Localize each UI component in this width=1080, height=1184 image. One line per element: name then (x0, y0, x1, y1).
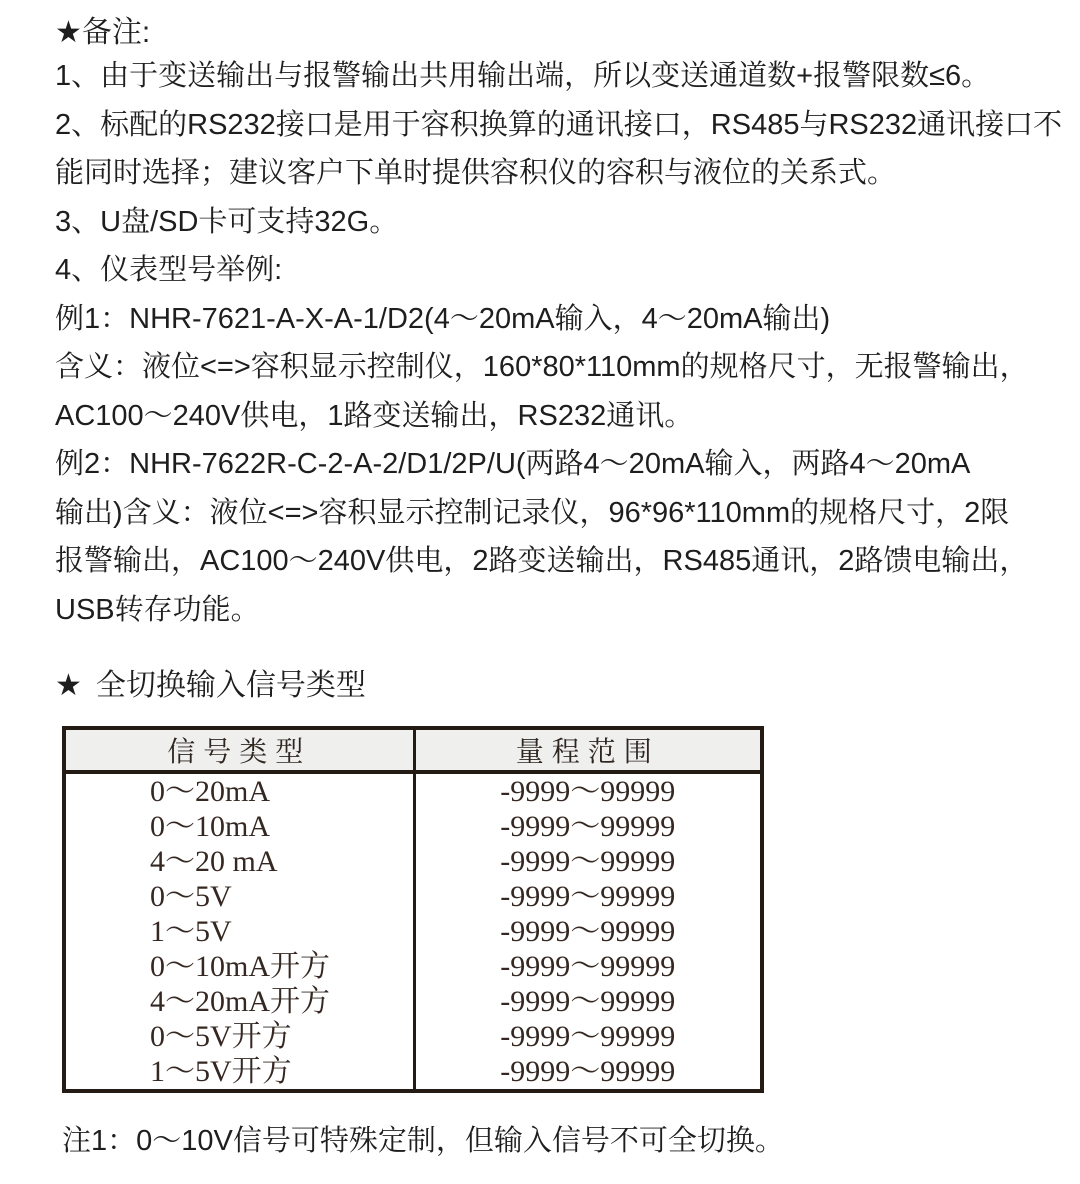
table-row (64, 844, 762, 879)
note-line: 4、仪表型号举例: (55, 254, 283, 286)
note-line: 1、由于变送输出与报警输出共用输出端，所以变送通道数+报警限数≤6。 (55, 60, 991, 92)
signal-type-cell: 1～5V (64, 914, 414, 949)
note-line: 含义：液位<=>容积显示控制仪，160*80*110mm的规格尺寸，无报警输出， (55, 351, 1029, 383)
note-line: 报警输出，AC100～240V供电，2路变送输出，RS485通讯，2路馈电输出， (55, 545, 1029, 577)
note-line: 例1：NHR-7621-A-X-A-1/D2(4～20mA输入，4～20mA输出) (55, 302, 831, 335)
range-cell: -9999～99999 (500, 810, 676, 843)
table-row (64, 809, 762, 844)
notes-heading (55, 14, 1050, 52)
signal-type-table (62, 726, 764, 1093)
note-line: 输出)含义：液位<=>容积显示控制记录仪，96*96*110mm的规格尺寸，2限 (55, 496, 1010, 529)
signal-type-cell: 0～10mA开方 (64, 949, 414, 984)
range-cell: -9999～99999 (500, 950, 676, 983)
signal-section-heading (55, 666, 1050, 706)
table-row (64, 949, 762, 984)
range-column-header: 量程范围 (414, 728, 762, 772)
signal-section-heading-label: 全切换输入信号类型 (95, 669, 366, 702)
table-row (64, 984, 762, 1019)
signal-type-cell: 0～10mA (64, 809, 414, 844)
range-cell: -9999～99999 (500, 985, 676, 1018)
note-line: 例2：NHR-7622R-C-2-A-2/D1/2P/U(两路4～20mA输入，两路4～20mA (55, 448, 971, 480)
range-cell: -9999～99999 (500, 845, 676, 878)
signal-type-cell: 0～20mA (64, 772, 414, 809)
note-line: USB转存功能。 (55, 593, 260, 626)
note-line: 3、U盘/SD卡可支持32G。 (55, 205, 399, 238)
star-icon: ★ (55, 669, 82, 702)
table-row (64, 914, 762, 949)
range-cell: -9999～99999 (500, 775, 676, 808)
range-cell: -9999～99999 (500, 915, 676, 948)
signal-type-cell: 1～5V开方 (64, 1054, 414, 1091)
table-header-row (64, 728, 762, 772)
table-row (64, 1019, 762, 1054)
signal-type-column-header: 信号类型 (64, 728, 414, 772)
range-cell: -9999～99999 (500, 880, 676, 913)
signal-type-cell: 4～20mA开方 (64, 984, 414, 1019)
signal-type-cell: 0～5V (64, 879, 414, 914)
star-icon: ★ (55, 16, 82, 49)
signal-type-cell: 4～20 mA (64, 844, 414, 879)
range-cell: -9999～99999 (500, 1020, 676, 1053)
note-line: AC100～240V供电，1路变送输出，RS232通讯。 (55, 399, 694, 432)
table-row (64, 772, 762, 809)
range-cell: -9999～99999 (500, 1055, 676, 1088)
notes-heading-label: 备注: (81, 16, 151, 49)
notes-body (55, 52, 1063, 634)
footnote: 注1：0～10V信号可特殊定制，但输入信号不可全切换。 (62, 1125, 784, 1157)
signal-type-cell: 0～5V开方 (64, 1019, 414, 1054)
note-line: 能同时选择；建议客户下单时提供容积仪的容积与液位的关系式。 (55, 157, 897, 189)
table-row (64, 1054, 762, 1091)
note-line: 2、标配的RS232接口是用于容积换算的通讯接口，RS485与RS232通讯接口不 (55, 108, 1063, 141)
table-row (64, 879, 762, 914)
